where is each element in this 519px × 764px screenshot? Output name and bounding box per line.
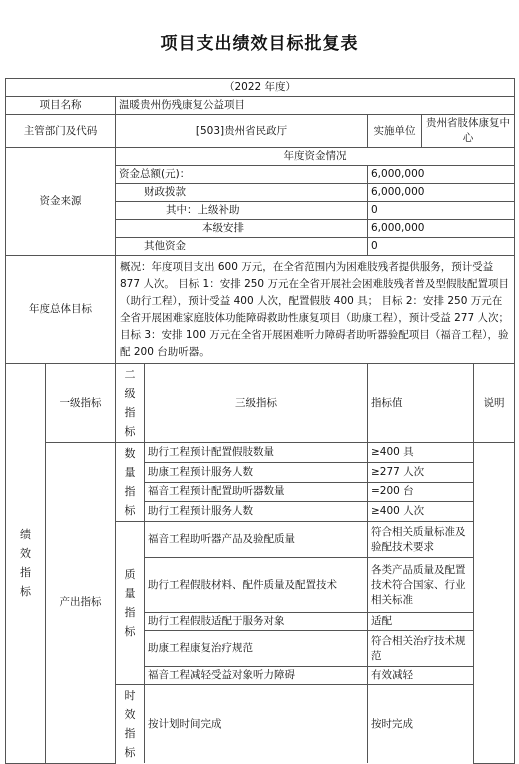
timeliness-row-1: 按计划时间完成	[145, 685, 368, 764]
lvl2-header-text: 二级指标	[124, 368, 136, 438]
funds-row-local-value: 6,000,000	[368, 220, 515, 238]
quality-row-2-value: 各类产品质量及配置技术符合国家、行业相关标准	[368, 558, 474, 613]
quantity-label-text: 数量指标	[124, 447, 136, 517]
quantity-label	[116, 443, 145, 522]
quantity-row-1-value: ≥400 具	[368, 443, 474, 463]
quantity-row-4-value: ≥400 人次	[368, 502, 474, 522]
funds-row-total-value: 6,000,000	[368, 166, 515, 184]
approval-table	[5, 78, 515, 764]
lvl3-header: 三级指标	[145, 364, 368, 443]
page-title: 项目支出绩效目标批复表	[160, 34, 359, 54]
funds-row-local: 本级安排	[116, 220, 368, 238]
timeliness-label-text: 时效指标	[124, 689, 136, 759]
quantity-row-3-value: =200 台	[368, 482, 474, 502]
perf-label-text: 绩效指标	[20, 528, 31, 599]
quality-row-5: 福音工程减轻受益对象听力障碍	[145, 667, 368, 685]
project-name-label: 项目名称	[6, 97, 116, 115]
funds-row-upper-value: 0	[368, 202, 515, 220]
dept-value: [503]贵州省民政厅	[116, 115, 368, 148]
quality-row-3: 助行工程假肢适配于服务对象	[145, 613, 368, 631]
funds-row-total: 资金总额(元)：	[116, 166, 368, 184]
quality-row-4: 助康工程康复治疗规范	[145, 631, 368, 667]
quantity-row-2: 助康工程预计服务人数	[145, 462, 368, 482]
quality-row-3-value: 适配	[368, 613, 474, 631]
funds-row-fiscal-value: 6,000,000	[368, 184, 515, 202]
quality-label-text: 质量指标	[124, 568, 136, 638]
quantity-row-3: 福音工程预计配置助听器数量	[145, 482, 368, 502]
funds-row-fiscal: 财政拨款	[116, 184, 368, 202]
output-label: 产出指标	[46, 443, 116, 764]
funds-row-other-value: 0	[368, 238, 515, 256]
overall-goal-text: 概况：年度项目支出 600 万元，在全省范围内为困难肢残者提供服务，预计受益 877 人次。 目标 1：安排 250 万元在全省开展社会困难肢残者普及型假肢配置项目（助行工程），预计受益 400 人次，配置假肢 400 具； 目标 2：安排 250 万元在全省开展困难家庭肢体功能障碍救助性康复项目（助康工程），预计受益 277 人次； 目标 3：安排 100 万元在全省开展困难听力障碍者助听器验配项目（福音工程），验配 200 台助听器。	[116, 256, 515, 364]
project-name-value: 温暖贵州伤残康复公益项目	[116, 97, 515, 115]
quality-row-2: 助行工程假肢材料、配件质量及配置技术	[145, 558, 368, 613]
quantity-row-2-value: ≥277 人次	[368, 462, 474, 482]
overall-goal-label: 年度总体目标	[6, 256, 116, 364]
quality-row-1: 福音工程助听器产品及验配质量	[145, 522, 368, 558]
funds-header: 年度资金情况	[116, 148, 515, 166]
impl-unit-label: 实施单位	[368, 115, 422, 148]
value-header: 指标值	[368, 364, 474, 443]
note-header: 说明	[474, 364, 515, 443]
funds-row-upper: 其中：上级补助	[116, 202, 368, 220]
quality-row-4-value: 符合相关治疗技术规范	[368, 631, 474, 667]
perf-label	[6, 364, 46, 764]
impl-unit-value: 贵州省肢体康复中心	[422, 115, 515, 148]
quality-label	[116, 522, 145, 685]
timeliness-row-1-value: 按时完成	[368, 685, 474, 764]
quality-row-5-value: 有效减轻	[368, 667, 474, 685]
lvl2-header	[116, 364, 145, 443]
quality-row-1-value: 符合相关质量标准及验配技术要求	[368, 522, 474, 558]
funds-label: 资金来源	[6, 148, 116, 256]
funds-row-other: 其他资金	[116, 238, 368, 256]
lvl1-header: 一级指标	[46, 364, 116, 443]
year-label: （2022 年度）	[6, 79, 515, 97]
dept-label: 主管部门及代码	[6, 115, 116, 148]
note-cell	[474, 443, 515, 764]
timeliness-label	[116, 685, 145, 764]
quantity-row-4: 助行工程预计服务人数	[145, 502, 368, 522]
quantity-row-1: 助行工程预计配置假肢数量	[145, 443, 368, 463]
